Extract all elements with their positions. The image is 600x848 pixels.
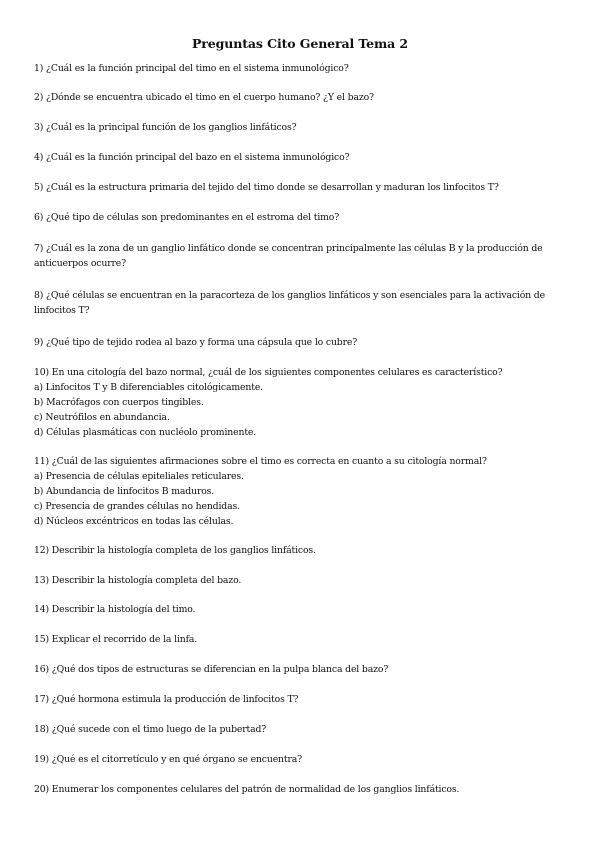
question-9 xyxy=(34,335,568,350)
question-text: 17) ¿Qué hormona estimula la producción de linfocitos T? xyxy=(34,694,299,705)
question-11 xyxy=(34,454,568,529)
question-text: 20) Enumerar los componentes celulares del patrón de normalidad de los ganglios linfáticos. xyxy=(34,784,460,795)
question-8 xyxy=(34,288,568,318)
option-b: b) Abundancia de linfocitos B maduros. xyxy=(34,486,215,497)
question-18 xyxy=(34,722,568,737)
option-d: d) Núcleos excéntricos en todas las células. xyxy=(34,516,234,527)
option-c: c) Presencia de grandes células no hendidas. xyxy=(34,501,240,512)
option-a: a) Linfocitos T y B diferenciables citológicamente. xyxy=(34,382,263,393)
option-a: a) Presencia de células epiteliales reticulares. xyxy=(34,471,244,482)
question-text: 10) En una citología del bazo normal, ¿cuál de los siguientes componentes celulares es característico? xyxy=(34,367,503,378)
question-17 xyxy=(34,692,568,707)
question-text: 8) ¿Qué células se encuentran en la paracorteza de los ganglios linfáticos y son esenciales para la activación de linfocitos T? xyxy=(34,290,545,316)
question-10 xyxy=(34,365,568,440)
question-text: 4) ¿Cuál es la función principal del bazo en el sistema inmunológico? xyxy=(34,152,350,163)
question-3 xyxy=(34,120,568,135)
option-b: b) Macrófagos con cuerpos tingibles. xyxy=(34,397,204,408)
question-14 xyxy=(34,602,568,617)
question-text: 14) Describir la histología del timo. xyxy=(34,604,196,615)
document-title: Preguntas Cito General Tema 2 xyxy=(191,36,409,51)
question-text: 15) Explicar el recorrido de la linfa. xyxy=(34,634,198,645)
question-text: 13) Describir la histología completa del bazo. xyxy=(34,575,242,586)
question-12 xyxy=(34,543,568,558)
question-1 xyxy=(34,61,568,76)
question-text: 7) ¿Cuál es la zona de un ganglio linfático donde se concentran principalmente las células B y la producción de anticuerpos ocurre? xyxy=(34,243,543,269)
question-13 xyxy=(34,573,568,588)
question-16 xyxy=(34,662,568,677)
question-text: 1) ¿Cuál es la función principal del timo en el sistema inmunológico? xyxy=(34,63,349,74)
question-text: 11) ¿Cuál de las siguientes afirmaciones sobre el timo es correcta en cuanto a su citología normal? xyxy=(34,456,487,467)
question-text: 19) ¿Qué es el citorretículo y en qué órgano se encuentra? xyxy=(34,754,302,765)
question-20 xyxy=(34,782,568,797)
question-text: 5) ¿Cuál es la estructura primaria del tejido del timo donde se desarrollan y maduran los linfocitos T? xyxy=(34,182,499,193)
question-15 xyxy=(34,632,568,647)
question-text: 12) Describir la histología completa de los ganglios linfáticos. xyxy=(34,545,316,556)
question-4 xyxy=(34,150,568,165)
question-text: 9) ¿Qué tipo de tejido rodea al bazo y forma una cápsula que lo cubre? xyxy=(34,337,358,348)
question-text: 18) ¿Qué sucede con el timo luego de la pubertad? xyxy=(34,724,267,735)
question-text: 3) ¿Cuál es la principal función de los ganglios linfáticos? xyxy=(34,122,297,133)
question-19 xyxy=(34,752,568,767)
question-text: 2) ¿Dónde se encuentra ubicado el timo en el cuerpo humano? ¿Y el bazo? xyxy=(34,92,374,103)
option-d: d) Células plasmáticas con nucléolo prominente. xyxy=(34,427,257,438)
question-7 xyxy=(34,241,568,271)
question-text: 16) ¿Qué dos tipos de estructuras se diferencian en la pulpa blanca del bazo? xyxy=(34,664,389,675)
question-text: 6) ¿Qué tipo de células son predominantes en el estroma del timo? xyxy=(34,212,340,223)
option-c: c) Neutrófilos en abundancia. xyxy=(34,412,170,423)
question-2 xyxy=(34,90,568,105)
question-5 xyxy=(34,180,568,195)
question-6 xyxy=(34,210,568,225)
